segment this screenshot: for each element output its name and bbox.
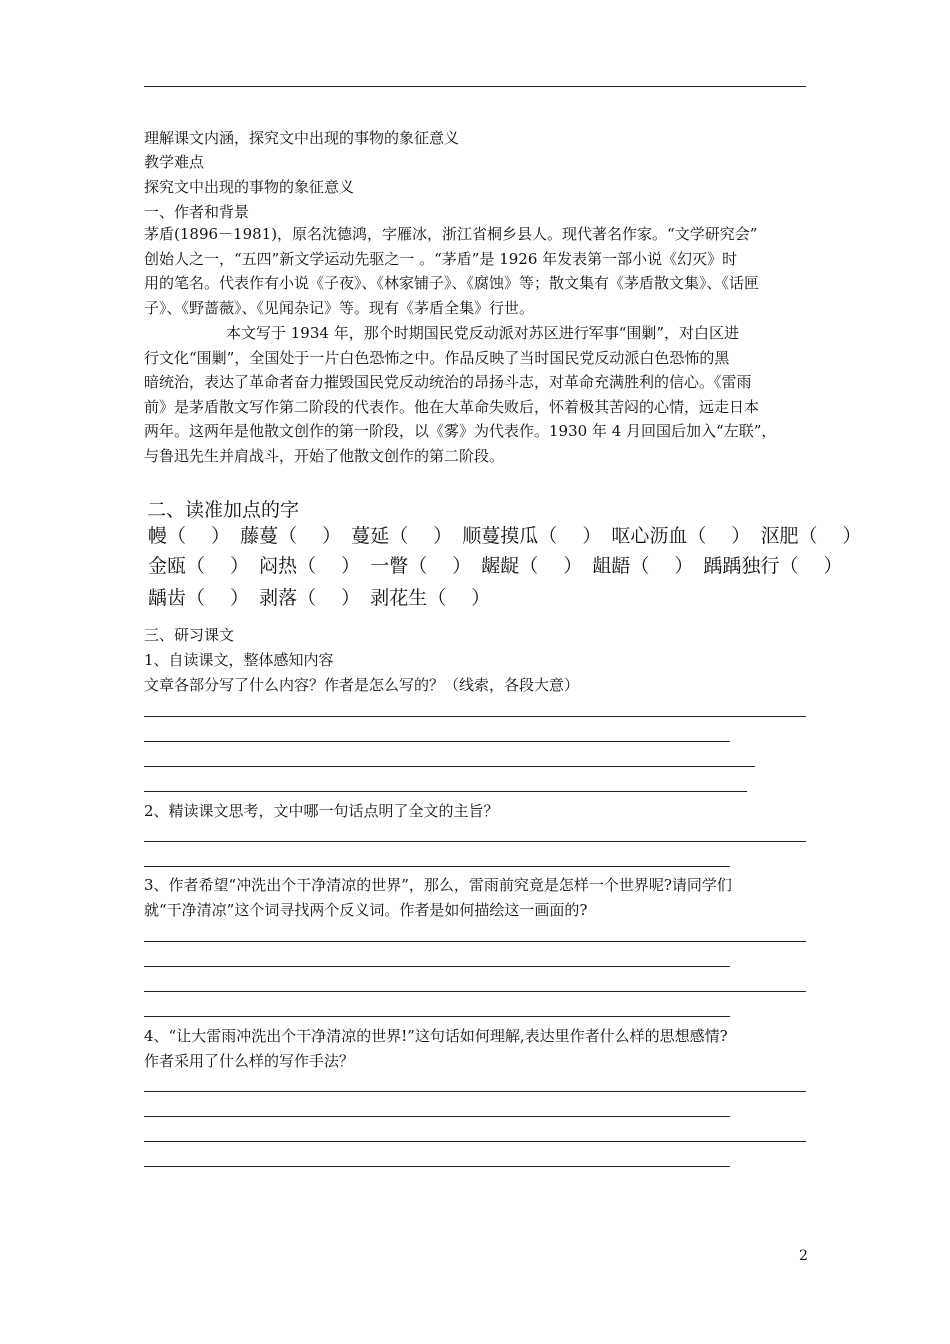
pinyin-item: 藤蔓（ ）	[240, 525, 342, 547]
q2-text: 2、精读课文思考，文中哪一句话点明了全文的主旨？	[144, 802, 499, 820]
answer-line	[144, 1116, 730, 1117]
q4-line: 作者采用了什么样的写作手法？	[144, 1052, 355, 1070]
author-bio-line: 子》、《野蔷薇》、《见闻杂记》等。现有《茅盾全集》行世。	[144, 298, 535, 317]
pinyin-item: 剥落（ ）	[259, 587, 361, 609]
background-line: 行文化“围剿”，全国处于一片白色恐怖之中。作品反映了当时国民党反动派白色恐怖的黑	[144, 348, 730, 367]
pinyin-item: 顺蔓摸瓜（ ）	[462, 525, 602, 547]
author-bio-line: 茅盾(1896－1981)，原名沈德鸿，字雁冰，浙江省桐乡县人。现代著名作家。“文学研究会”	[144, 225, 758, 243]
difficulty-heading: 教学难点	[144, 153, 205, 171]
q3-line: 就“干净清凉”这个词寻找两个反义词。作者是如何描绘这一画面的?	[144, 901, 588, 919]
answer-line	[144, 866, 730, 867]
background-line: 与鲁迅先生并肩战斗，开始了他散文创作的第二阶段。	[144, 446, 505, 465]
section1-heading: 一、作者和背景	[144, 203, 250, 221]
section2-heading: 二、读准加点的字	[147, 499, 300, 521]
background-line: 两年。这两年是他散文创作的第一阶段，以《雾》为代表作。1930 年 4 月回国后加入“左联”，	[144, 422, 777, 440]
q1-prompt: 文章各部分写了什么内容？作者是怎么写的？（线索，各段大意）	[144, 676, 580, 694]
objective-line: 理解课文内涵，探究文中出现的事物的象征意义	[144, 129, 460, 147]
pinyin-item: 龋齿（ ）	[148, 587, 250, 609]
page-number: 2	[799, 1248, 808, 1264]
answer-line	[144, 741, 730, 742]
pinyin-item: 龌龊（ ）	[481, 555, 583, 577]
answer-line	[144, 716, 806, 717]
answer-line	[144, 1141, 806, 1142]
pinyin-item: 剥花生（ ）	[370, 587, 491, 609]
background-line: 本文写于 1934 年，那个时期国民党反动派对苏区进行军事“围剿”，对白区进	[226, 324, 740, 342]
answer-line	[144, 766, 755, 767]
pinyin-item: 金瓯（ ）	[148, 555, 250, 577]
pinyin-row	[148, 584, 494, 612]
answer-line	[144, 991, 806, 992]
q1-title: 1、自读课文，整体感知内容	[144, 651, 334, 669]
pinyin-item: 闷热（ ）	[259, 555, 361, 577]
difficulty-line: 探究文中出现的事物的象征意义	[144, 178, 355, 196]
pinyin-item: 呕心沥血（ ）	[611, 525, 751, 547]
background-line: 前》是茅盾散文写作第二阶段的代表作。他在大革命失败后，怀着极其苦闷的心情，远走日本	[144, 397, 760, 416]
pinyin-item: 龃龉（ ）	[592, 555, 694, 577]
pinyin-row	[148, 522, 866, 550]
answer-line	[144, 1091, 806, 1092]
author-bio-line: 创始人之一，“五四”新文学运动先驱之一 。“茅盾”是 1926 年发表第一部小说《幻灭》时	[144, 249, 738, 268]
header-rule	[144, 86, 806, 87]
answer-line	[144, 1166, 730, 1167]
pinyin-item: 幔（ ）	[148, 525, 231, 547]
answer-line	[144, 841, 806, 842]
author-bio-paragraph	[144, 222, 816, 320]
answer-line	[144, 966, 730, 967]
answer-line	[144, 1016, 730, 1017]
section3-heading: 三、研习课文	[144, 626, 235, 644]
pinyin-row	[148, 552, 847, 580]
pinyin-item: 踽踽独行（ ）	[703, 555, 843, 577]
answer-line	[144, 791, 747, 792]
pinyin-item: 蔓延（ ）	[351, 525, 453, 547]
author-bio-line: 用的笔名。代表作有小说《子夜》、《林家铺子》、《腐蚀》等；散文集有《茅盾散文集》、《话匣	[144, 274, 760, 292]
answer-line	[144, 941, 806, 942]
background-paragraph	[144, 321, 816, 468]
pinyin-item: 沤肥（ ）	[760, 525, 862, 547]
q4-line: 4、“让大雷雨冲洗出个干净清凉的世界!”这句话如何理解,表达里作者什么样的思想感情?	[144, 1027, 728, 1045]
q3-line: 3、作者希望“冲洗出个干净清凉的世界”，那么，雷雨前究竟是怎样一个世界呢?请同学们	[144, 876, 732, 894]
background-line: 暗统治，表达了革命者奋力摧毁国民党反动统治的昂扬斗志，对革命充满胜利的信心。《雷雨	[144, 373, 752, 391]
pinyin-item: 一瞥（ ）	[370, 555, 472, 577]
